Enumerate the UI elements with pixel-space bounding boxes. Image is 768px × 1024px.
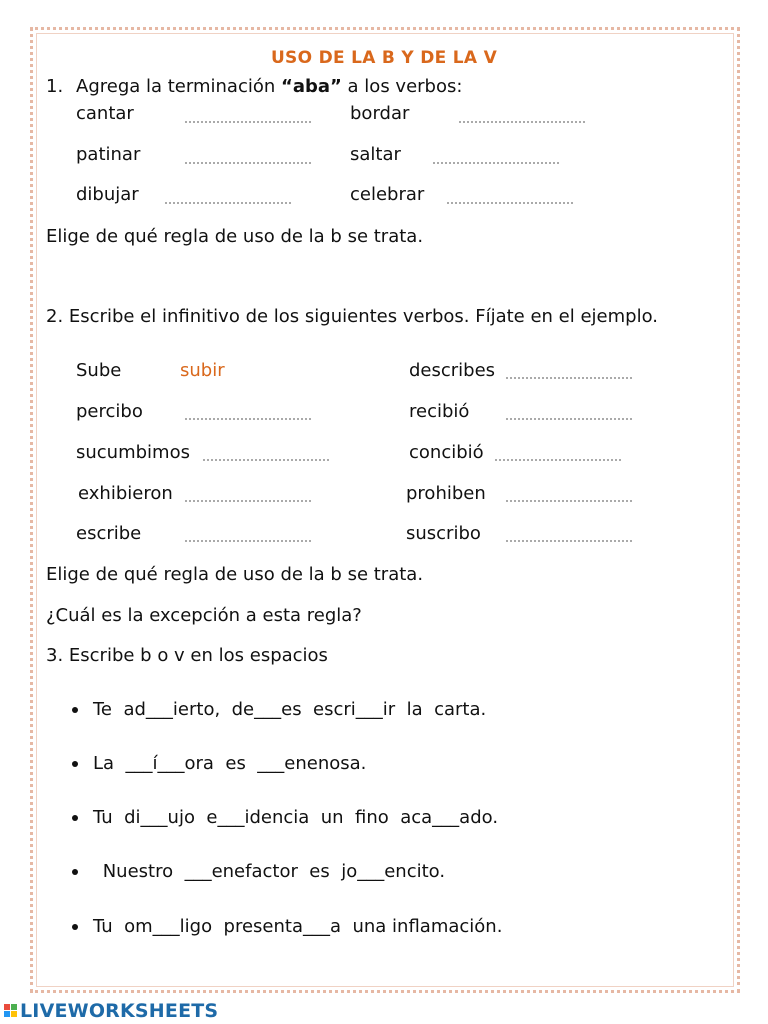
verb-dibujar: dibujar — [76, 184, 139, 205]
fill-sentence[interactable]: Nuestro ___enefactor es jo___encito. — [97, 861, 446, 882]
answer-field[interactable] — [505, 418, 633, 420]
answer-field[interactable] — [494, 459, 622, 461]
answer-field[interactable] — [505, 377, 633, 379]
fill-sentence[interactable]: Tu om___ligo presenta___a una inflamación. — [93, 916, 503, 937]
section2-instruction: 2. Escribe el infinitivo de los siguientes verbos. Fíjate en el ejemplo. — [46, 306, 658, 327]
answer-field[interactable] — [432, 162, 560, 164]
verb-exhibieron: exhibieron — [78, 483, 173, 504]
section2-question-rule: Elige de qué regla de uso de la b se trata. — [46, 564, 424, 585]
example-answer: subir — [180, 360, 225, 381]
answer-field[interactable] — [505, 540, 633, 542]
verb-bordar: bordar — [350, 103, 410, 124]
brand-name: LIVEWORKSHEETS — [20, 1000, 219, 1022]
verb-describes: describes — [409, 360, 496, 381]
verb-saltar: saltar — [350, 144, 401, 165]
aba-suffix: “aba” — [280, 76, 342, 97]
verb-suscribo: suscribo — [406, 523, 481, 544]
bullet-icon — [72, 815, 78, 821]
bullet-icon — [72, 707, 78, 713]
fill-sentence[interactable]: Tu di___ujo e___idencia un fino aca___ado. — [93, 807, 499, 828]
verb-escribe: escribe — [76, 523, 142, 544]
verb-celebrar: celebrar — [350, 184, 425, 205]
logo-squares-icon — [4, 1004, 18, 1018]
verb-patinar: patinar — [76, 144, 141, 165]
fill-sentence[interactable]: La ___í___ora es ___enenosa. — [93, 753, 367, 774]
answer-field[interactable] — [184, 121, 312, 123]
answer-field[interactable] — [184, 162, 312, 164]
section1-number: 1. — [46, 76, 64, 97]
section1-question: Elige de qué regla de uso de la b se trata. — [46, 226, 424, 247]
bullet-icon — [72, 869, 78, 875]
section1-instruction: Agrega la terminación “aba” a los verbos: — [76, 76, 463, 97]
fill-sentence[interactable]: Te ad___ierto, de___es escri___ir la carta. — [93, 699, 487, 720]
liveworksheets-logo[interactable] — [4, 1000, 218, 1022]
answer-field[interactable] — [164, 202, 292, 204]
answer-field[interactable] — [184, 418, 312, 420]
verb-sucumbimos: sucumbimos — [76, 442, 190, 463]
answer-field[interactable] — [446, 202, 574, 204]
answer-field[interactable] — [458, 121, 586, 123]
decorative-border-inner — [36, 33, 734, 987]
bullet-icon — [72, 924, 78, 930]
worksheet-title: USO DE LA B Y DE LA V — [270, 48, 498, 68]
answer-field[interactable] — [505, 500, 633, 502]
answer-field[interactable] — [202, 459, 330, 461]
answer-field[interactable] — [184, 500, 312, 502]
answer-field[interactable] — [184, 540, 312, 542]
verb-concibio: concibió — [409, 442, 484, 463]
verb-recibio: recibió — [409, 401, 470, 422]
example-verb: Sube — [76, 360, 122, 381]
verb-percibo: percibo — [76, 401, 143, 422]
verb-prohiben: prohiben — [406, 483, 486, 504]
section2-question-exception: ¿Cuál es la excepción a esta regla? — [46, 605, 362, 626]
bullet-icon — [72, 761, 78, 767]
section3-instruction: 3. Escribe b o v en los espacios — [46, 645, 328, 666]
verb-cantar: cantar — [76, 103, 134, 124]
